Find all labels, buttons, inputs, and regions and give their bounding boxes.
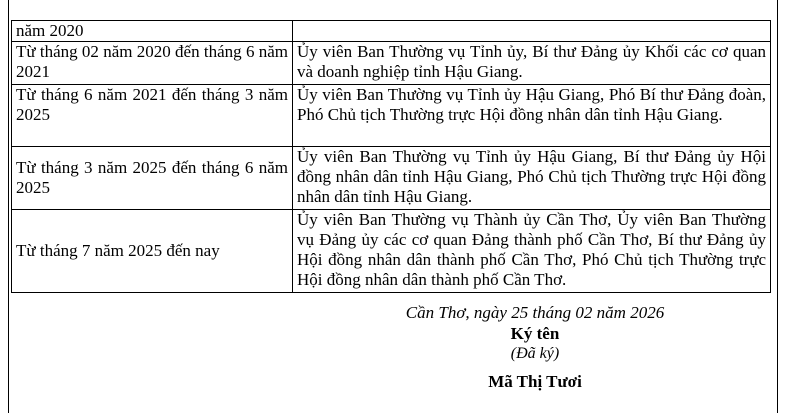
table-row bbox=[12, 210, 771, 293]
signer-name: Mã Thị Tươi bbox=[488, 372, 582, 391]
table-row bbox=[12, 85, 771, 147]
role-cell: Ủy viên Ban Thường vụ Tỉnh ủy, Bí thư Đảng ủy Khối các cơ quan và doanh nghiệp tỉnh Hậu Giang. bbox=[293, 42, 771, 85]
period-cell: Từ tháng 02 năm 2020 đến tháng 6 năm 2021 bbox=[12, 42, 293, 85]
role-cell bbox=[293, 21, 771, 42]
page-border-left bbox=[8, 0, 9, 413]
page-border-right bbox=[777, 0, 778, 413]
signed-note: (Đã ký) bbox=[510, 345, 560, 362]
period-cell: năm 2020 bbox=[12, 21, 293, 42]
signature-title: Ký tên bbox=[510, 324, 560, 343]
period-cell: Từ tháng 7 năm 2025 đến nay bbox=[12, 210, 293, 293]
role-cell: Ủy viên Ban Thường vụ Tỉnh ủy Hậu Giang, Phó Bí thư Đảng đoàn, Phó Chủ tịch Thường trực Hội đồng nhân dân tỉnh Hậu Giang. bbox=[293, 85, 771, 147]
period-cell: Từ tháng 6 năm 2021 đến tháng 3 năm 2025 bbox=[12, 85, 293, 147]
period-cell: Từ tháng 3 năm 2025 đến tháng 6 năm 2025 bbox=[12, 147, 293, 210]
role-cell: Ủy viên Ban Thường vụ Tỉnh ủy Hậu Giang, Bí thư Đảng ủy Hội đồng nhân dân tỉnh Hậu Giang, Phó Chủ tịch Thường trực Hội đồng nhân dân tỉnh Hậu Giang. bbox=[293, 147, 771, 210]
role-cell: Ủy viên Ban Thường vụ Thành ủy Cần Thơ, Ủy viên Ban Thường vụ Đảng ủy các cơ quan Đảng thành phố Cần Thơ, Bí thư Đảng ủy Hội đồng nhân dân thành phố Cần Thơ, Phó Chủ tịch Thường trực Hội đồng nhân dân thành phố Cần Thơ. bbox=[293, 210, 771, 293]
table-row bbox=[12, 42, 771, 85]
table-row bbox=[12, 147, 771, 210]
work-history-table bbox=[11, 20, 771, 293]
table-row bbox=[12, 21, 771, 42]
place-date: Cần Thơ, ngày 25 tháng 02 năm 2026 bbox=[405, 303, 665, 322]
